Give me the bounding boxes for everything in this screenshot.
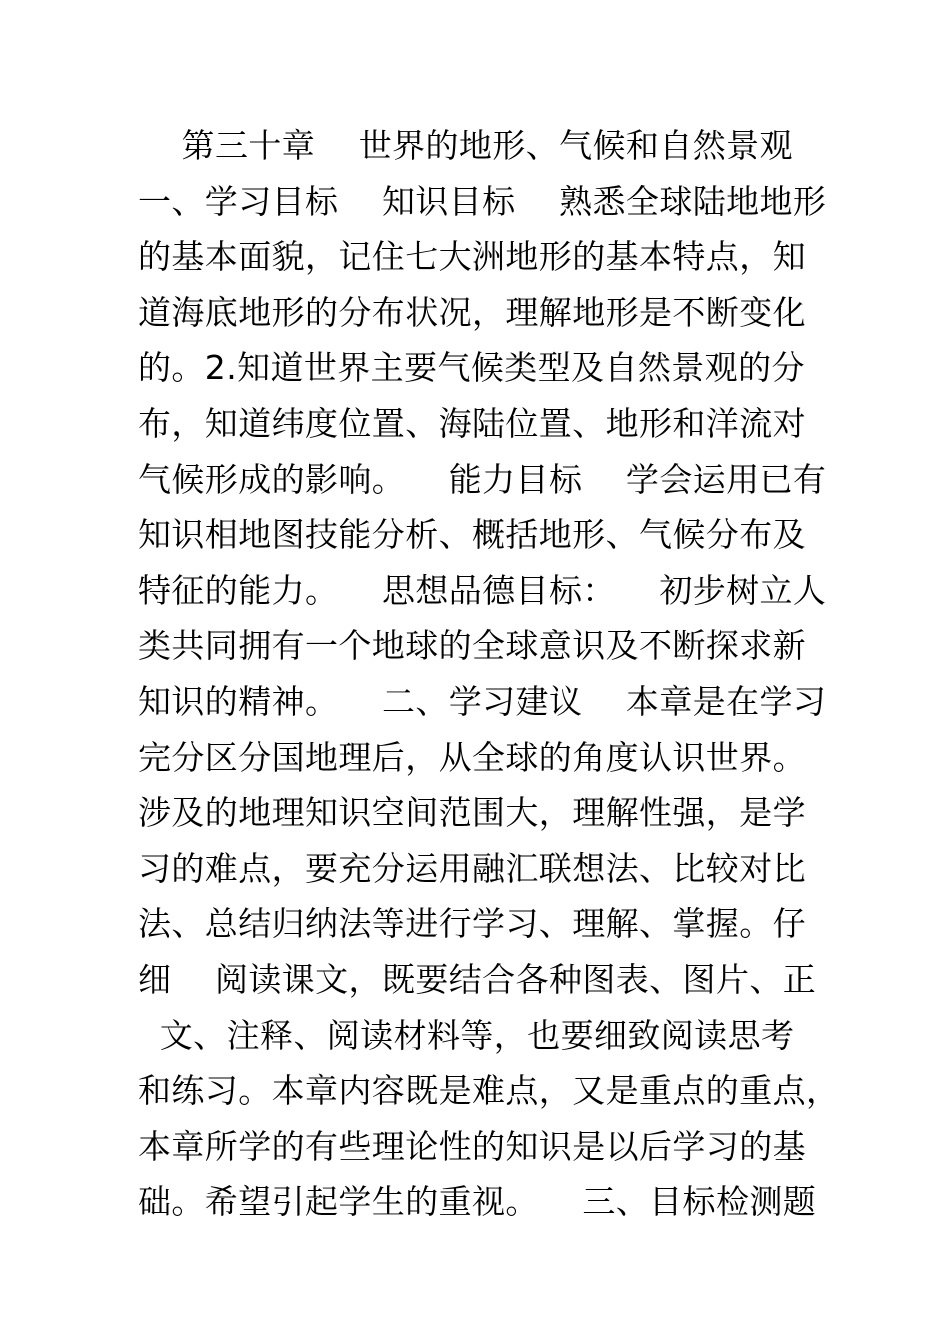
- text-line: 气候形成的影响。 能力目标 学会运用已有: [138, 459, 827, 499]
- text-line: 的。2.知道世界主要气候类型及自然景观的分: [138, 348, 805, 388]
- text-line: 道海底地形的分布状况，理解地形是不断变化: [138, 292, 806, 332]
- text-line: 布，知道纬度位置、海陆位置、地形和洋流对: [138, 403, 806, 443]
- text-line: 文、注释、阅读材料等，也要细致阅读思考: [138, 1015, 795, 1055]
- text-line: 本章所学的有些理论性的知识是以后学习的基: [138, 1126, 806, 1166]
- text-line: 类共同拥有一个地球的全球意识及不断探求新: [138, 626, 806, 666]
- text-line: 的基本面貌，记住七大洲地形的基本特点，知: [138, 237, 806, 277]
- text-line: 一、学习目标 知识目标 熟悉全球陆地地形: [138, 181, 827, 221]
- text-line: 特征的能力。 思想品德目标： 初步树立人: [138, 570, 827, 610]
- chapter-title-line: 第三十章 世界的地形、气候和自然景观: [138, 126, 793, 165]
- text-line: 法、总结归纳法等进行学习、理解、掌握。仔: [138, 904, 806, 944]
- text-line: 知识相地图技能分析、概括地形、气候分布及: [138, 515, 806, 555]
- text-line: 完分区分国地理后，从全球的角度认识世界。: [138, 737, 806, 777]
- text-line: 础。希望引起学生的重视。 三、目标检测题: [138, 1182, 817, 1222]
- text-line: 和练习。本章内容既是难点，又是重点的重点，: [138, 1071, 840, 1111]
- text-line: 知识的精神。 二、学习建议 本章是在学习: [138, 681, 827, 721]
- text-line: 涉及的地理知识空间范围大，理解性强，是学: [138, 793, 806, 833]
- body-text: [138, 118, 838, 1230]
- text-line: 细 阅读课文，既要结合各种图表、图片、正: [138, 959, 817, 999]
- text-line: 习的难点，要充分运用融汇联想法、比较对比: [138, 848, 806, 888]
